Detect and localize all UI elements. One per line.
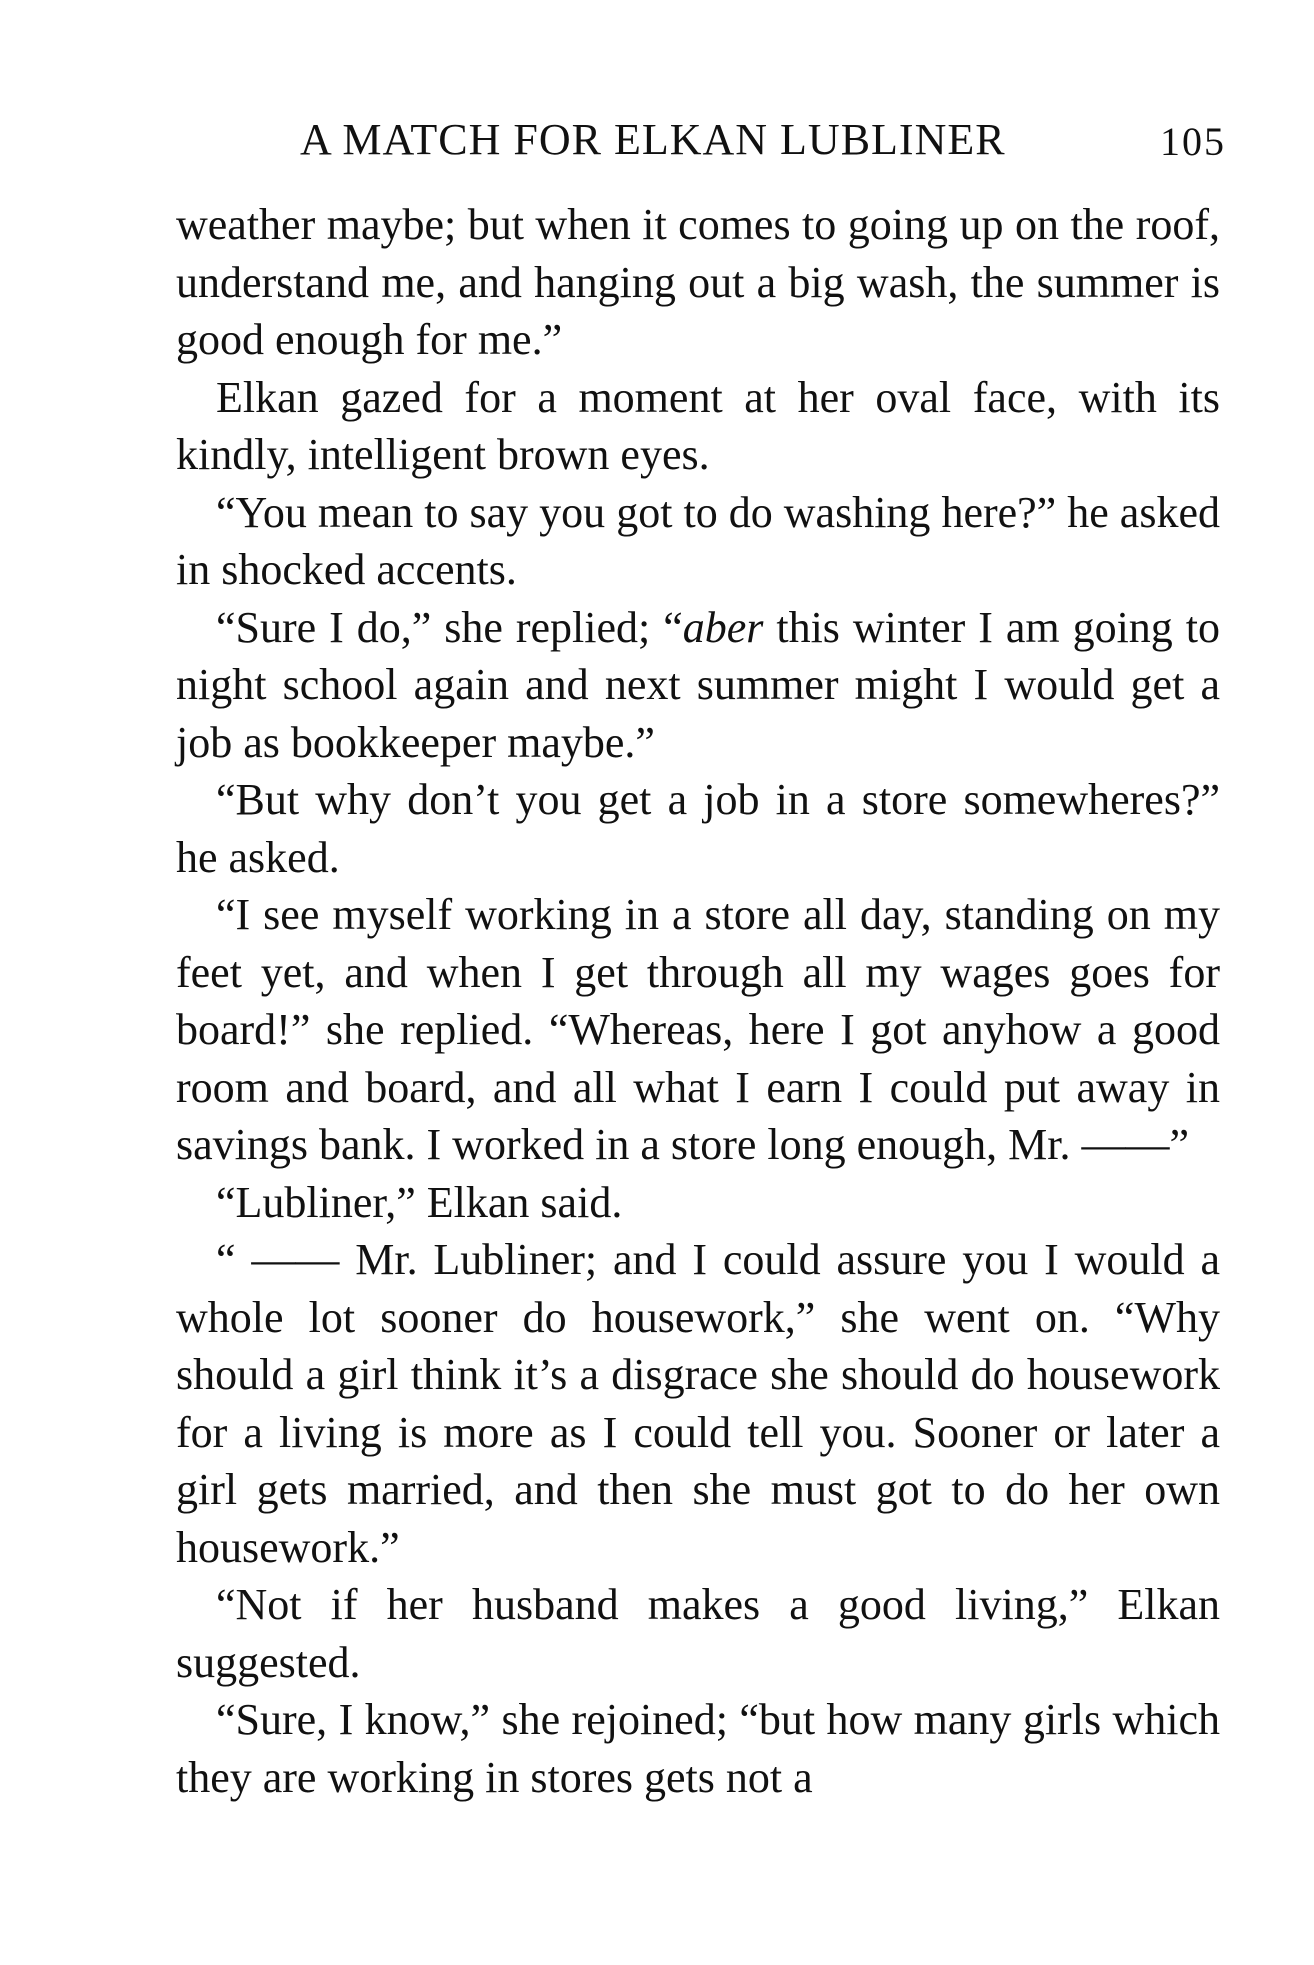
running-title: A MATCH FOR ELKAN LUBLINER	[300, 115, 1006, 164]
paragraph-text: this winter I am going to night school again and next summer might I would get a job as bookkeeper maybe.”	[176, 602, 1220, 767]
paragraph-text: “Sure I do,” she replied; “	[216, 602, 683, 652]
paragraph: “I see myself working in a store all day, standing on my feet yet, and when I get through all my wages goes for board!” she replied. “Whereas, here I got anyhow a good room and board, and all what I earn I could put away in savings bank. I worked in a store long enough, Mr. ——”	[176, 890, 1220, 1169]
paragraph: “ —— Mr. Lubliner; and I could assure you I would a whole lot sooner do housework,” she went on. “Why should a girl think it’s a disgrace she should do housework for a living is more as I could tell you. Sooner or later a girl gets married, and then she must got to do her own housework.”	[176, 1235, 1220, 1572]
paragraph: “Not if her husband makes a good living,” Elkan suggested.	[176, 1580, 1220, 1687]
paragraph: “Lubliner,” Elkan said.	[216, 1177, 623, 1227]
page-number: 105	[1160, 119, 1226, 164]
paragraph: “You mean to say you got to do washing here?” he asked in shocked accents.	[176, 487, 1220, 594]
paragraph: “But why don’t you get a job in a store somewheres?” he asked.	[176, 775, 1220, 882]
body-text	[176, 196, 1220, 1806]
italic-word: aber	[682, 602, 764, 652]
paragraph: Elkan gazed for a moment at her oval face, with its kindly, intelligent brown eyes.	[176, 372, 1220, 479]
paragraph: “Sure, I know,” she rejoined; “but how many girls which they are working in stores gets not a	[176, 1695, 1220, 1802]
paragraph	[176, 599, 1220, 772]
paragraph: weather maybe; but when it comes to going up on the roof, understand me, and hanging out a big wash, the summer is good enough for me.”	[176, 200, 1220, 364]
